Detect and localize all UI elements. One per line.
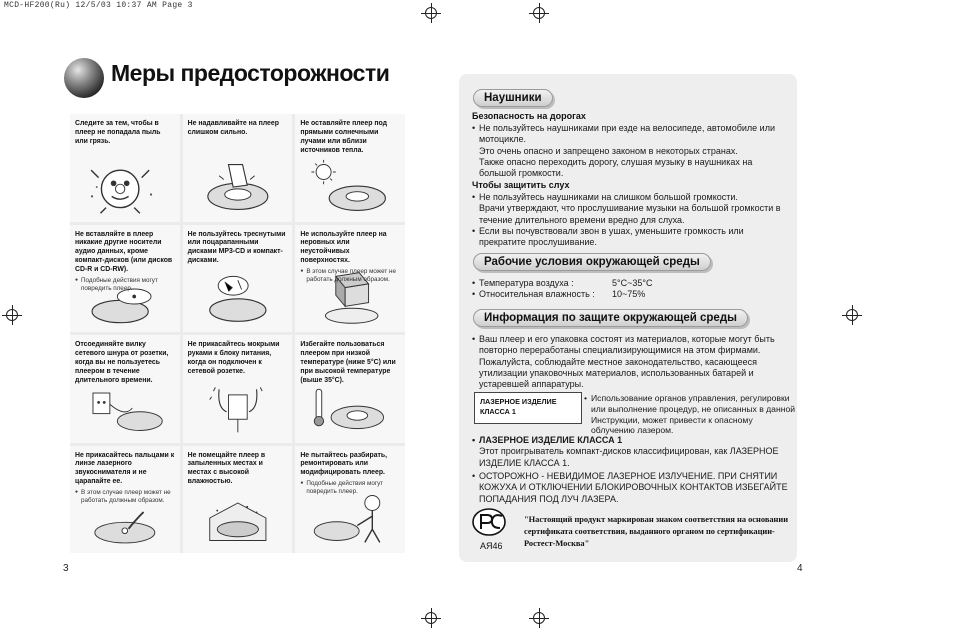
player-pressed-icon xyxy=(191,158,285,216)
print-header: MCD-HF200(Ru) 12/5/03 10:37 AM Page 3 xyxy=(4,1,193,10)
page-number-right: 4 xyxy=(797,563,803,574)
humidity-row xyxy=(472,289,772,300)
precaution-cell xyxy=(295,335,405,443)
precaution-cell xyxy=(295,446,405,554)
disassembly-person-icon xyxy=(303,489,397,547)
registration-mark-right xyxy=(842,305,862,325)
laser-side-note xyxy=(584,393,798,436)
laser-lens-finger-icon xyxy=(78,507,172,547)
precaution-text: Отсоединяйте вилку сетевого шнура от розетки, когда вы не пользуетесь плеером в течение длительного времени. xyxy=(75,341,169,384)
precaution-cell xyxy=(70,225,180,333)
road-safety-text xyxy=(472,123,782,179)
precaution-text: Не пользуйтесь треснутыми или поцарапанными дисками MP3-CD и компакт-дисками. xyxy=(187,230,286,265)
page-number-left: 3 xyxy=(63,563,69,574)
road-safety-heading: Безопасность на дорогах xyxy=(472,111,586,121)
certification-text: "Настоящий продукт маркирован знаком соответствия на основании сертификата соответствия, выданного органом по сертификации-Ростест-Москва" xyxy=(524,515,789,548)
precaution-cell xyxy=(183,335,293,443)
precaution-text: Избегайте пользоваться плеером при низкой температуре (ниже 5°C) или при высокой температуре (выше 35°C). xyxy=(300,341,396,384)
road-safety-bullet: • Не пользуйтесь наушниками при езде на велосипеде, автомобиле или мотоцикле. xyxy=(472,123,782,146)
road-safety-para: Это очень опасно и запрещено законом в некоторых странах. xyxy=(479,145,738,156)
temperature-row xyxy=(472,278,772,289)
precaution-text: Не вставляйте в плеер никакие другие носители аудио данных, кроме компакт-дисков (или дисков CD-R и CD-RW). xyxy=(75,230,173,274)
precaution-note: ● Подобные действия могут повредить плеер. xyxy=(300,480,400,496)
precaution-cell xyxy=(295,114,405,222)
laser-warning-text: • ОСТОРОЖНО - НЕВИДИМОЕ ЛАЗЕРНОЕ ИЗЛУЧЕНИЕ. ПРИ СНЯТИИ КОЖУХА И ОТКЛЮЧЕНИИ БЛОКИРОВОЧНЫХ КОНТАКТОВ ИЗБЕГАЙТЕ ПОПАДАНИЯ ПОД ЛУЧ ЛАЗЕРА. xyxy=(472,471,788,505)
precautions-grid xyxy=(70,114,405,553)
precaution-cell xyxy=(70,446,180,554)
humidity-value: 10~75% xyxy=(612,289,646,300)
precaution-note: ● Подобные действия могут повредить плеер. xyxy=(75,277,175,293)
precaution-text: Не помещайте плеер в запыленных местах и местах с высокой влажностью. xyxy=(187,451,266,486)
environment-conditions xyxy=(472,278,772,301)
rostest-certification-icon xyxy=(472,508,506,536)
precaution-text: Следите за тем, чтобы в плеер не попадала пыль или грязь. xyxy=(75,120,161,145)
precaution-cell xyxy=(295,225,405,333)
precaution-cell xyxy=(183,114,293,222)
cartoon-cd-character-icon xyxy=(78,158,172,216)
temperature-value: 5°C~35°C xyxy=(612,278,653,288)
registration-mark-top-left xyxy=(421,3,441,23)
page-title: Меры предосторожности xyxy=(111,60,390,86)
sun-heat-icon xyxy=(303,158,397,216)
protection-bullet: • Ваш плеер и его упаковка состоят из материалов, которые могут быть повторно переработаны специализирующимися на этом фирмами. Пожалуйста, соблюдайте местное законодательство, касающееся утилизации упаковочных материалов, использованных батарей и устаревшей аппаратуры. xyxy=(472,334,788,390)
precaution-text: Не пытайтесь разбирать, ремонтировать или модифицировать плеер. xyxy=(300,451,388,477)
road-safety-para: Также опасно переходить дорогу, слушая музыку в наушниках на большой громкости. xyxy=(479,156,753,179)
registration-mark-bottom-right xyxy=(529,608,549,628)
precaution-text: Не используйте плеер на неровных или неустойчивых поверхностях. xyxy=(300,230,387,265)
precaution-cell xyxy=(183,225,293,333)
power-plug-icon xyxy=(78,379,172,437)
humidity-label: • Относительная влажность : xyxy=(472,289,612,300)
precaution-text: Не оставляйте плеер под прямыми солнечными лучами или вблизи источников тепла. xyxy=(300,120,387,154)
wet-hands-adapter-icon xyxy=(191,379,285,437)
hearing-bullet: • Если вы почувствовали звон в ушах, уменьшите громкость или прекратите прослушивание. xyxy=(472,226,782,249)
precaution-cell xyxy=(70,335,180,443)
precaution-text: Не прикасайтесь пальцами к линзе лазерного звукоснимателя и не царапайте ее. xyxy=(75,451,175,486)
precaution-cell xyxy=(183,446,293,554)
laser-class-heading: • ЛАЗЕРНОЕ ИЗДЕЛИЕ КЛАССА 1 xyxy=(472,435,788,446)
hearing-text xyxy=(472,192,782,248)
thermometer-icon xyxy=(303,379,397,437)
section-headphones-title: Наушники xyxy=(473,89,553,107)
laser-class-label xyxy=(474,392,582,424)
registration-mark-top-right xyxy=(529,3,549,23)
laser-box-line: ЛАЗЕРНОЕ ИЗДЕЛИЕ xyxy=(480,397,557,406)
laser-class-text: Этот проигрыватель компакт-дисков классифицирован, как ЛАЗЕРНОЕ ИЗДЕЛИЕ КЛАССА 1. xyxy=(479,446,779,468)
registration-mark-left xyxy=(2,305,22,325)
hearing-heading: Чтобы защитить слух xyxy=(472,180,570,190)
laser-warning xyxy=(472,471,788,505)
hearing-bullet: • Не пользуйтесь наушниками на слишком большой громкости. xyxy=(472,192,782,203)
laser-box-line: КЛАССА 1 xyxy=(480,407,516,416)
laser-side-note-text: • Использование органов управления, регулировки или выполнение процедур, не описанных в данной Инструкции, может привести к опасному облучению лазером. xyxy=(584,393,798,436)
precaution-note: ● В этом случае плеер может не работать должным образом. xyxy=(75,489,175,505)
temperature-label: • Температура воздуха : xyxy=(472,278,612,289)
cracked-disc-icon xyxy=(191,268,285,326)
precaution-text: Не прикасайтесь мокрыми руками к блоку питания, когда он подключен к сетевой розетке. xyxy=(187,341,280,375)
title-sphere-icon xyxy=(64,58,104,98)
precaution-text: Не надавливайте на плеер слишком сильно. xyxy=(187,120,279,136)
precaution-cell xyxy=(70,114,180,222)
protection-text xyxy=(472,334,788,390)
registration-mark-bottom-left xyxy=(421,608,441,628)
dusty-humid-place-icon xyxy=(191,489,285,547)
section-environment-title: Рабочие условия окружающей среды xyxy=(473,253,711,271)
laser-class-section xyxy=(472,435,788,469)
hearing-para: Врачи утверждают, что прослушивание музыки на большой громкости в течение длительного времени вредно для слуха. xyxy=(479,203,781,225)
section-protection-title: Информация по защите окружающей среды xyxy=(473,309,748,327)
certification-code: АЯ46 xyxy=(480,541,503,551)
precaution-note: ● В этом случае плеер может не работать должным образом. xyxy=(300,268,400,284)
